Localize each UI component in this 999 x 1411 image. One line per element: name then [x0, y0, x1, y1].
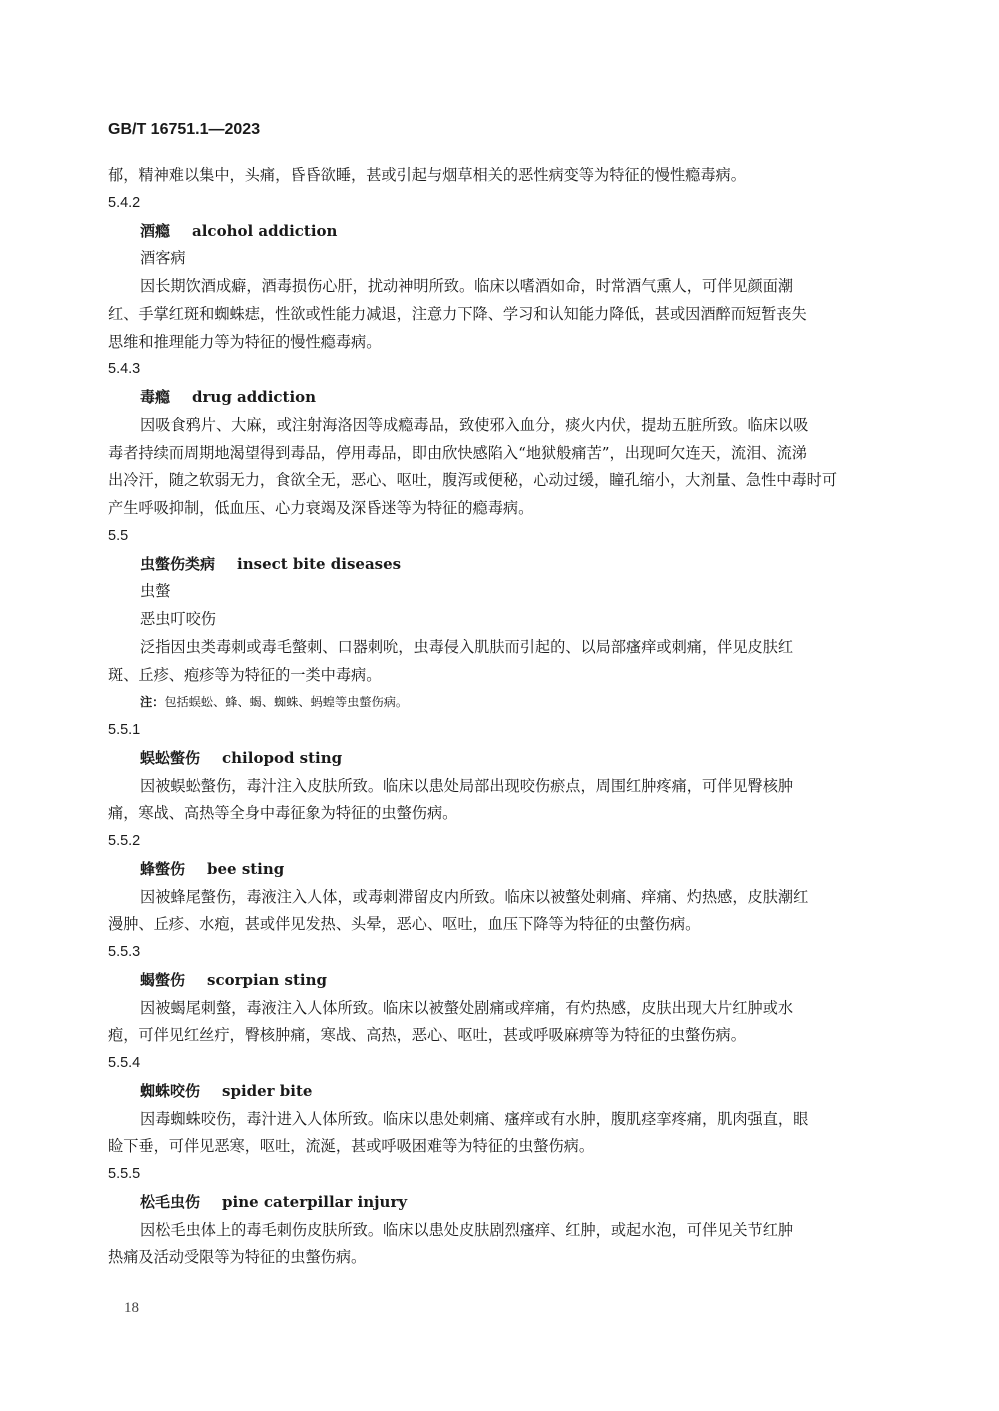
definition-line: 因松毛虫体上的毒毛刺伤皮肤所致。临床以患处皮肤剧烈瘙痒、红肿，或起水泡，可伴见关节红肿 [140, 1220, 794, 1239]
definition-line: 毒者持续而周期地渴望得到毒品，停用毒品，即由欣快感陷入“地狱般痛苦”，出现呵欠连天，流泪、流涕 [108, 443, 807, 462]
note [108, 689, 894, 717]
note-label: 注： [140, 695, 165, 710]
term-chinese: 蜂螫伤 [140, 859, 186, 878]
term-english: drug addiction [192, 388, 317, 406]
clause-number: 5.5.4 [108, 1055, 141, 1071]
note-text: 包括蜈蚣、蜂、蝎、蜘蛛、蚂蝗等虫螫伤病。 [164, 695, 409, 710]
term-heading [108, 1078, 894, 1106]
clause-number: 5.4.3 [108, 361, 141, 378]
term-heading [108, 745, 894, 773]
definition-line: 红、手掌红斑和蜘蛛痣，性欲或性能力减退，注意力下降、学习和认知能力降低，甚或因酒醉而短暂丧失 [108, 304, 807, 323]
definition-line: 因吸食鸦片、大麻，或注射海洛因等成瘾毒品，致使邪入血分，痰火内伏，提劫五脏所致。临床以吸 [140, 415, 809, 434]
definition-line: 睑下垂，可伴见恶寒，呕吐，流涎，甚或呼吸困难等为特征的虫螫伤病。 [108, 1137, 594, 1156]
page-content [108, 162, 894, 1272]
clause-number: 5.5.1 [108, 722, 141, 738]
definition-line: 热痛及活动受限等为特征的虫螫伤病。 [108, 1248, 367, 1267]
page-number: 18 [124, 1300, 139, 1316]
clause-number: 5.5 [108, 527, 129, 544]
term-heading [108, 856, 894, 884]
term-chinese: 蝎螫伤 [140, 970, 186, 989]
standard-number: GB/T 16751.1—2023 [108, 121, 261, 138]
definition-line: 产生呼吸抑制，低血压、心力衰竭及深昏迷等为特征的瘾毒病。 [108, 499, 534, 517]
definition-line: 思维和推理能力等为特征的慢性瘾毒病。 [108, 332, 382, 351]
definition-line: 出冷汗，随之软弱无力，食欲全无，恶心、呕吐，腹泻或便秘，心动过缓，瞳孔缩小，大剂量、急性中毒时可 [108, 471, 837, 490]
definition-line: 漫肿、丘疹、水疱，甚或伴见发热、头晕，恶心、呕吐，血压下降等为特征的虫螫伤病。 [108, 915, 701, 934]
term-chinese: 蜈蚣螫伤 [140, 748, 201, 767]
term-heading [108, 551, 894, 579]
term-chinese: 虫螫伤类病 [140, 554, 216, 573]
definition-line: 因被蜈蚣螫伤，毒汁注入皮肤所致。临床以患处局部出现咬伤瘀点，周围红肿疼痛，可伴见臀核肿 [140, 776, 794, 795]
term-english: alcohol addiction [192, 221, 338, 240]
term-english: scorpian sting [207, 970, 328, 989]
term-heading [108, 384, 894, 412]
term-alias: 恶虫叮咬伤 [140, 610, 216, 628]
definition-line: 斑、丘疹、疱疹等为特征的一类中毒病。 [108, 665, 382, 684]
term-heading [108, 967, 894, 995]
clause-number: 5.5.5 [108, 1166, 141, 1182]
definition-line: 因被蜂尾螫伤，毒液注入人体，或毒刺滞留皮内所致。临床以被螫处刺痛、痒痛、灼热感，皮肤潮红 [140, 887, 809, 906]
term-alias: 虫螫 [140, 582, 171, 601]
term-chinese: 松毛虫伤 [140, 1192, 201, 1211]
clause-number: 5.5.2 [108, 833, 141, 849]
term-english: pine caterpillar injury [222, 1192, 408, 1211]
continued-text: 郁，精神难以集中，头痛，昏昏欲睡，甚或引起与烟草相关的恶性病变等为特征的慢性瘾毒病。 [108, 166, 746, 184]
term-chinese: 酒瘾 [140, 221, 171, 240]
term-chinese: 毒瘾 [140, 388, 171, 406]
term-chinese: 蜘蛛咬伤 [140, 1081, 201, 1100]
clause-number: 5.5.3 [108, 944, 141, 960]
definition-line: 泛指因虫类毒刺或毒毛螫刺、口器刺吮，虫毒侵入肌肤而引起的、以局部瘙痒或刺痛，伴见皮肤红 [140, 637, 794, 656]
term-heading [108, 218, 894, 246]
term-english: spider bite [222, 1081, 313, 1100]
definition-line: 痛，寒战、高热等全身中毒征象为特征的虫螫伤病。 [108, 804, 458, 823]
clause-number: 5.4.2 [108, 194, 141, 211]
definition-line: 疱，可伴见红丝疔，臀核肿痛，寒战、高热，恶心、呕吐，甚或呼吸麻痹等为特征的虫螫伤病。 [108, 1026, 746, 1045]
term-english: chilopod sting [222, 748, 343, 767]
term-english: insect bite diseases [237, 554, 402, 573]
definition-line: 因被蝎尾刺螫，毒液注入人体所致。临床以被螫处剧痛或痒痛，有灼热感，皮肤出现大片红肿或水 [140, 998, 794, 1017]
term-alias: 酒客病 [140, 249, 186, 268]
definition-line: 因长期饮酒成癖，酒毒损伤心肝，扰动神明所致。临床以嗜酒如命，时常酒气熏人，可伴见颜面潮 [140, 277, 794, 295]
term-english: bee sting [207, 859, 285, 878]
term-heading [108, 1189, 894, 1217]
definition-line: 因毒蜘蛛咬伤，毒汁进入人体所致。临床以患处刺痛、瘙痒或有水肿，腹肌痉挛疼痛，肌肉强直，眼 [140, 1109, 809, 1128]
